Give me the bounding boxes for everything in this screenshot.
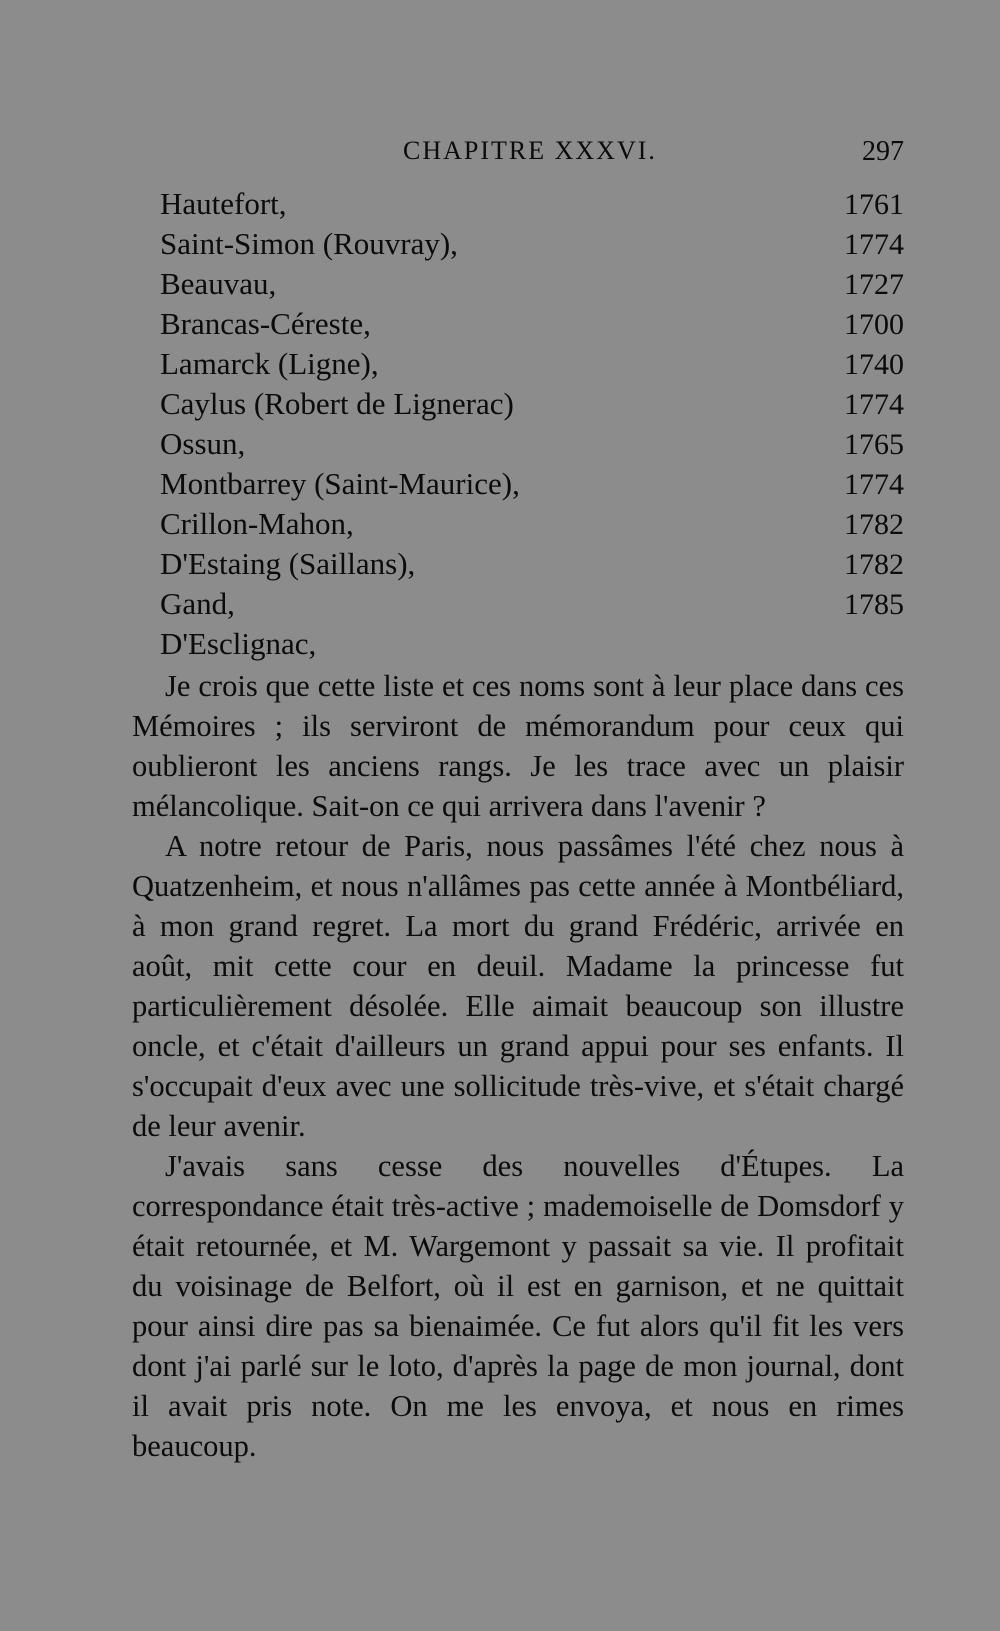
list-year: 1782 xyxy=(844,548,904,581)
list-item xyxy=(160,344,904,384)
list-name: Beauvau, xyxy=(160,266,277,301)
list-name: Hautefort, xyxy=(160,186,287,221)
paragraph: A notre retour de Paris, nous passâmes l'été chez nous à Quatzenheim, et nous n'allâmes pas cette année à Montbéliard, à mon grand regret. La mort du grand Frédéric, arrivée en août, mit cette cour en deuil. Madame la princesse fut particulièrement désolée. Elle aimait beaucoup son illustre oncle, et c'était d'ailleurs un grand appui pour ses enfants. Il s'occupait d'eux avec une sollicitude très-vive, et s'était chargé de leur avenir. xyxy=(132,829,904,1143)
list-item xyxy=(160,304,904,344)
page-number: 297 xyxy=(862,136,904,167)
list-year: 1727 xyxy=(844,268,904,301)
chapter-title: CHAPITRE XXXVI. xyxy=(403,136,657,165)
list-item xyxy=(160,384,904,424)
body-text xyxy=(132,666,904,1466)
paragraph: J'avais sans cesse des nouvelles d'Étupes. La correspondance était très-active ; mademoiselle de Domsdorf y était retournée, et M. Wargemont y passait sa vie. Il profitait du voisinage de Belfort, où il est en garnison, et ne quittait pour ainsi dire pas sa bienaimée. Ce fut alors qu'il fit les vers dont j'ai parlé sur le loto, d'après la page de mon journal, dont il avait pris note. On me les envoya, et nous en rimes beaucoup. xyxy=(132,1149,904,1463)
list-year: 1774 xyxy=(844,468,904,501)
list-year: 1782 xyxy=(844,508,904,541)
list-name: Brancas-Céreste, xyxy=(160,306,371,341)
list-item xyxy=(160,624,904,664)
list-name: Crillon-Mahon, xyxy=(160,506,354,541)
list-name: Caylus (Robert de Lignerac) xyxy=(160,386,514,421)
list-year: 1740 xyxy=(844,348,904,381)
list-year: 1774 xyxy=(844,388,904,421)
list-name: Gand, xyxy=(160,586,235,621)
list-name: D'Esclignac, xyxy=(160,626,317,661)
list-item xyxy=(160,544,904,584)
list-item xyxy=(160,224,904,264)
list-item xyxy=(160,504,904,544)
list-name: D'Estaing (Saillans), xyxy=(160,546,416,581)
list-name: Lamarck (Ligne), xyxy=(160,346,379,381)
list-item xyxy=(160,584,904,624)
list-item xyxy=(160,464,904,504)
list-year: 1785 xyxy=(844,588,904,621)
list-year: 1774 xyxy=(844,228,904,261)
running-header xyxy=(132,136,904,172)
list-item xyxy=(160,184,904,224)
list-name: Saint-Simon (Rouvray), xyxy=(160,226,458,261)
list-name: Montbarrey (Saint-Maurice), xyxy=(160,466,520,501)
name-list xyxy=(160,184,904,664)
paragraph: Je crois que cette liste et ces noms sont à leur place dans ces Mémoires ; ils serviront de mémorandum pour ceux qui oublieront les anciens rangs. Je les trace avec un plaisir mélancolique. Sait-on ce qui arrivera dans l'avenir ? xyxy=(132,669,904,823)
list-item xyxy=(160,424,904,464)
list-year: 1700 xyxy=(844,308,904,341)
list-item xyxy=(160,264,904,304)
list-year: 1765 xyxy=(844,428,904,461)
list-year: 1761 xyxy=(844,188,904,221)
list-name: Ossun, xyxy=(160,426,246,461)
